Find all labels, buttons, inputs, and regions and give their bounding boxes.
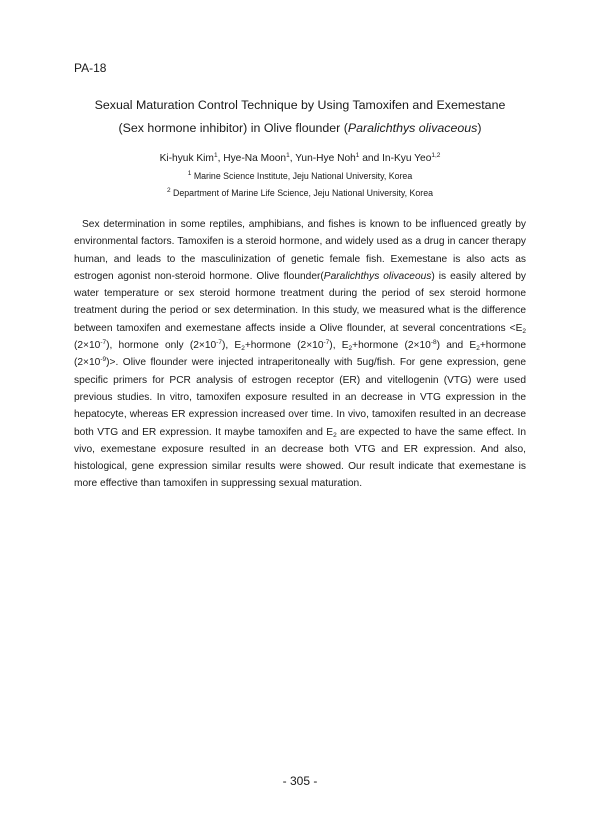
abstract-title: [60, 94, 540, 140]
title-line-1: Sexual Maturation Control Technique by Using Tamoxifen and Exemestane: [94, 98, 506, 112]
abstract-code: PA-18: [74, 61, 107, 75]
species-name: Paralichthys olivaceous: [347, 121, 478, 135]
title-line-2: (Sex hormone inhibitor) in Olive flounder (Paralichthys olivaceous): [118, 121, 482, 135]
page-number: - 305 -: [282, 774, 318, 788]
abstract-paragraph: Sex determination in some reptiles, amphibians, and fishes is known to be influenced greatly by environmental factors. Tamoxifen is a steroid hormone, and widely used as a drug in cancer therapy human, and leads to the masculinization of genetic female fish. Exemestane is also acts as estrogen agonist non-steroid hormone. Olive flounder(Paralichthys olivaceous) is easily altered by water temperature or sex steroid hormone treatment during the period of sex steroid hormone treatment during the period or sex determination. In this study, we measured what is the difference between tamoxifen and exemestane affects inside a Olive flounder, at several concentrations $<E_2$ $(2\times 10^{-7})$, hormone only $(2\times 10^{-7})$, $E_2+hormone$ $(2\times 10^{-7})$, $E_2+hormone$ $(2\times 10^{-8})$ and $E_2+hormone$ $(2\times 10^{-9})>$. Olive flounder were injected intraperitoneally with 5ug/fish. For gene expression, gene specific primers for PCR analysis of estrogen receptor (ER) and vitellogenin (VTG) were used previous studies. In vitro, tamoxifen exposure resulted in an decrease in VTG expression in the hepatocyte, whereas ER expression increased over time. In vivo, tamoxifen resulted in an decrease both VTG and ER expression. It maybe tamoxifen and $E_2$ are expected to have the same effect. In vivo, exemestane exposure resulted in an decrease both VTG and ER expression. And also, histological, gene expression similar results were showed. Our result indicate that exemestane is more effective than tamoxifen in suppressing sexual maturation.: [74, 219, 527, 490]
author-name: Yun-Hye Noh: [295, 153, 356, 164]
affiliation-1: $^1$ Marine Science Institute, Jeju National University, Korea: [187, 170, 413, 181]
author-name: Ki-hyuk Kim: [159, 153, 214, 164]
author-name: Hye-Na Moon: [223, 153, 287, 164]
author-name: In-Kyu Yeo: [382, 153, 432, 164]
author-list: Ki-hyuk Kim$^1$, Hye-Na Moon$^1$, Yun-Hye Noh$^1$ and In-Kyu Yeo$^{1,2}$: [159, 152, 441, 164]
affiliation-2: $^2$ Department of Marine Life Science, Jeju National University, Korea: [166, 187, 434, 198]
abstract-body: [74, 216, 526, 493]
